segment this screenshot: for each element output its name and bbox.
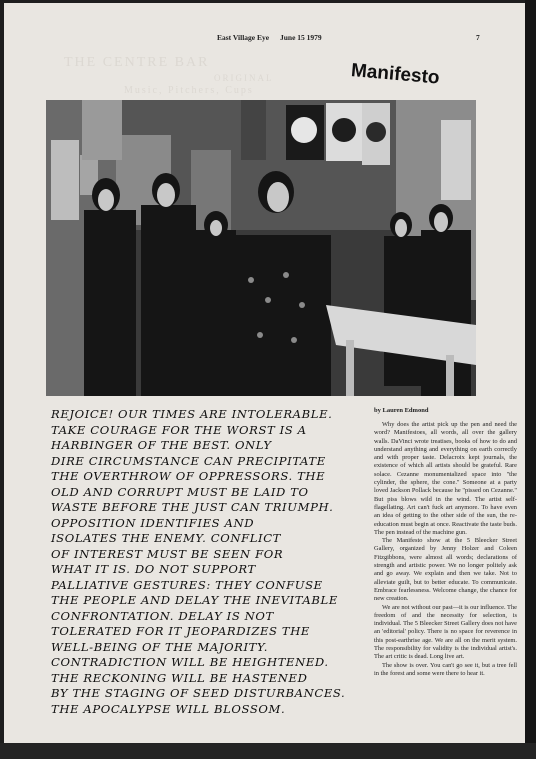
ghost-line: THE CENTRE BAR: [64, 55, 210, 70]
page-header: [4, 33, 525, 47]
manifesto-line: WASTE BEFORE THE JUST CAN TRIUMPH.: [51, 500, 334, 514]
manifesto-line: REJOICE! OUR TIMES ARE INTOLERABLE.: [51, 407, 333, 421]
manifesto-line: THE OVERTHROW OF OPPRESSORS. THE: [51, 469, 326, 483]
article-byline: by Lauren Edmond: [374, 407, 429, 414]
manifesto-line: BY THE STAGING OF SEED DISTURBANCES.: [51, 686, 346, 700]
page-bottom-shadow: [0, 743, 536, 759]
ghost-line: Music, Pitchers, Cups: [124, 85, 254, 96]
manifesto-line: THE RECKONING WILL BE HASTENED: [51, 670, 308, 685]
page-number: 7: [476, 33, 480, 42]
show-through-ad: [64, 55, 364, 98]
manifesto-line: CONTRADICTION WILL BE HEIGHTENED.: [51, 655, 329, 669]
manifesto-line: CONFRONTATION. DELAY IS NOT: [51, 608, 274, 623]
newspaper-page: [4, 3, 525, 743]
issue-date: June 15 1979: [280, 33, 322, 42]
ghost-line: ORIGINAL: [214, 73, 274, 83]
manifesto-line: DIRE CIRCUMSTANCE CAN PRECIPITATE: [51, 453, 326, 468]
manifesto-line: THE PEOPLE AND DELAY THE INEVITABLE: [51, 593, 338, 607]
article-paragraph: Why does the artist pick up the pen and need the word? Manifestoes, all words, all over the gallery walls. DaVinci wrote treatises, books of how to do and understand anything and everything on earth correctly and with proper taste. Delacroix kept journals, the existence of which all artists should be grateful. Rare solace. Cezanne monumentalized space into "the cylinder, the sphere, the cone." Someone at a party loved Jackson Pollack because he "pissed on Cezanne." But piss blows wild in the wind. The artist self-flagellating. Art can't fuck art anymore. To have even an idea of getting to the other side of the sun, the re-education must begin at once. Reactivate the taste buds. The pen instead of the machine gun.: [374, 421, 517, 536]
page-title: Manifesto: [350, 60, 441, 89]
manifesto-text: [51, 407, 371, 717]
page-edge-shadow: [525, 0, 536, 759]
manifesto-line: HARBINGER OF THE BEST. ONLY: [51, 438, 272, 452]
manifesto-line: TOLERATED FOR IT JEOPARDIZES THE: [51, 624, 310, 638]
manifesto-line: OF INTEREST MUST BE SEEN FOR: [51, 546, 284, 561]
manifesto-line: THE APOCALYPSE WILL BLOSSOM.: [51, 701, 286, 716]
publication-name: East Village Eye: [217, 33, 270, 42]
manifesto-line: PALLIATIVE GESTURES: THEY CONFUSE: [51, 577, 323, 592]
manifesto-line: OLD AND CORRUPT MUST BE LAID TO: [51, 484, 309, 499]
group-photograph-icon: [46, 100, 476, 396]
article-paragraph: We are not without our past—it is our influence. The freedom of and the necessity for selection, is individual. The 5 Bleecker Street Gallery does not have an 'editorial' policy. There is no space for reverence in this post-earthrise age. We are all on the merit system. The responsibility for validity is the individual artist's. The art critic is dead. Long live art.: [374, 603, 517, 661]
manifesto-line: WHAT IT IS. DO NOT SUPPORT: [51, 562, 256, 576]
manifesto-line: ISOLATES THE ENEMY. CONFLICT: [51, 531, 281, 545]
group-photograph: [46, 100, 476, 396]
article-body: [374, 421, 517, 678]
article-paragraph: The show is over. You can't go see it, but a tree fell in the forest and some were there to hear it.: [374, 661, 517, 677]
article-paragraph: The Manifesto show at the 5 Bleecker Street Gallery, organized by Jenny Holzer and Coleen Fitzgibbons, were almost all words; declarations of strength and artistic power. We no longer politely ask and go away. We explain and then we take. Not to alleviate guilt, but to better educate. To communicate. Embrace fearlessness. Welcome change, the chance for new creation.: [374, 537, 517, 603]
manifesto-line: WELL-BEING OF THE MAJORITY.: [51, 639, 269, 654]
manifesto-line: OPPOSITION IDENTIFIES AND: [51, 515, 255, 530]
manifesto-line: TAKE COURAGE FOR THE WORST IS A: [51, 422, 307, 437]
